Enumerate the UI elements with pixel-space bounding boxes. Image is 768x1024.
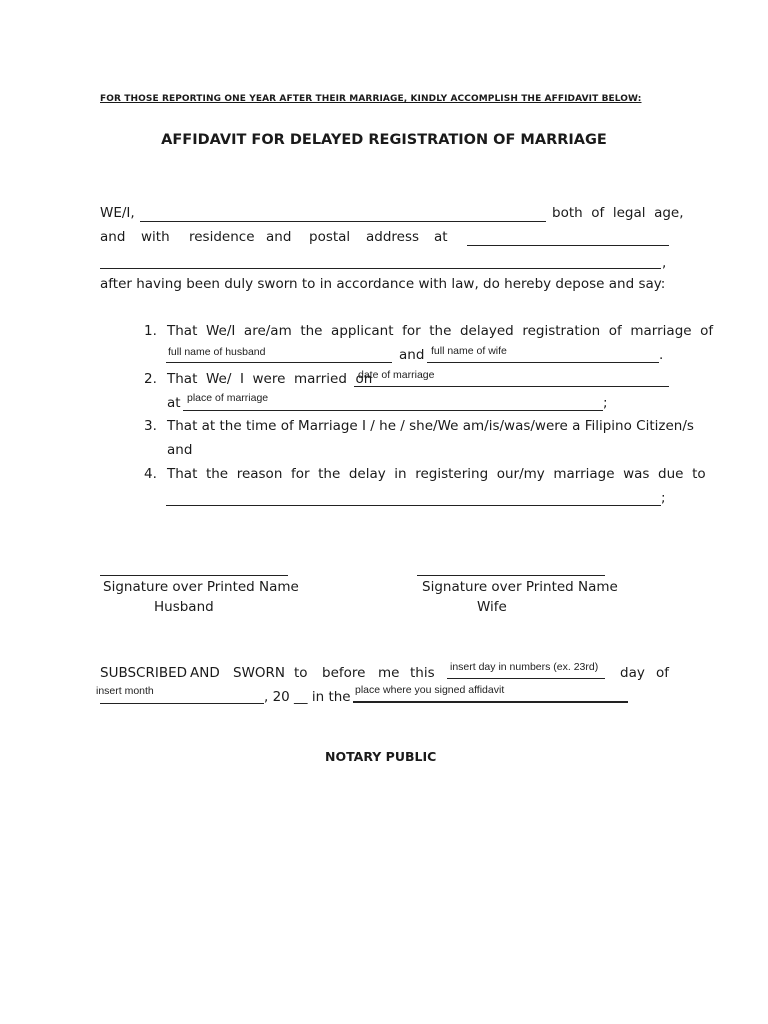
- item-4-semicolon: ;: [661, 490, 666, 506]
- at-label: at: [167, 395, 181, 411]
- of-word: of: [656, 665, 670, 681]
- and-label: and: [399, 347, 425, 363]
- wife-signature-caption: Signature over Printed Name: [422, 579, 618, 595]
- sworn-statement: after having been duly sworn to in accordance with law, do hereby depose and say:: [100, 276, 666, 292]
- item-1-text: That We/I are/am the applicant for the delayed registration of marriage of: [167, 323, 714, 339]
- item-number: 1.: [144, 323, 157, 339]
- item-number: 3.: [144, 418, 157, 434]
- item-number: 4.: [144, 466, 157, 482]
- wife-role-label: Wife: [477, 599, 507, 615]
- day-word: day: [620, 665, 645, 681]
- residence-word: with: [141, 229, 170, 245]
- jurat-word: AND: [190, 665, 220, 681]
- notary-public-label: NOTARY PUBLIC: [325, 749, 437, 764]
- item-3-and: and: [167, 442, 193, 458]
- husband-role-label: Husband: [154, 599, 214, 615]
- marriage-place-hint: place of marriage: [187, 392, 269, 404]
- address-line-2[interactable]: [100, 268, 661, 269]
- husband-name-line[interactable]: [166, 362, 392, 363]
- residence-word: residence: [189, 229, 255, 245]
- jurat-word: to: [294, 665, 308, 681]
- instruction-note: FOR THOSE REPORTING ONE YEAR AFTER THEIR MARRIAGE, KINDLY ACCOMPLISH THE AFFIDAVIT BELOW:: [100, 94, 642, 104]
- wife-name-line[interactable]: [427, 362, 659, 363]
- address-line-1[interactable]: [467, 245, 669, 246]
- names-line[interactable]: [140, 221, 546, 222]
- jurat-word: me: [378, 665, 400, 681]
- month-line[interactable]: [100, 703, 264, 704]
- jurat-word: before: [322, 665, 366, 681]
- wife-signature-line[interactable]: [417, 575, 605, 576]
- marriage-date-line[interactable]: [354, 386, 669, 387]
- item-2-text: That We/ I were married on: [167, 371, 373, 387]
- day-number-hint: insert day in numbers (ex. 23rd): [450, 661, 599, 673]
- signing-place-line[interactable]: [353, 701, 628, 703]
- day-number-line[interactable]: [447, 678, 605, 679]
- jurat-word: this: [410, 665, 435, 681]
- delay-reason-line[interactable]: [166, 505, 661, 506]
- month-hint: insert month: [96, 685, 154, 697]
- document-title: AFFIDAVIT FOR DELAYED REGISTRATION OF MARRIAGE: [161, 132, 607, 148]
- item-3-text: That at the time of Marriage I / he / she/We am/is/was/were a Filipino Citizen/s: [167, 418, 694, 434]
- residence-word: address: [366, 229, 420, 245]
- year-text: , 20 __ in the: [264, 689, 351, 705]
- we-i-label: WE/I,: [100, 205, 135, 221]
- item-4-text: That the reason for the delay in registering our/my marriage was due to: [167, 466, 706, 482]
- husband-signature-caption: Signature over Printed Name: [103, 579, 299, 595]
- line-end-comma: ,: [662, 255, 667, 271]
- item-number: 2.: [144, 371, 157, 387]
- husband-name-hint: full name of husband: [168, 346, 266, 358]
- wife-name-hint: full name of wife: [431, 345, 507, 357]
- residence-word: postal: [309, 229, 351, 245]
- residence-word: and: [100, 229, 126, 245]
- item-2-semicolon: ;: [603, 395, 608, 411]
- residence-word: at: [434, 229, 448, 245]
- husband-signature-line[interactable]: [100, 575, 288, 576]
- residence-word: and: [266, 229, 292, 245]
- marriage-place-line[interactable]: [183, 410, 603, 411]
- signing-place-hint: place where you signed affidavit: [355, 684, 505, 696]
- jurat-word: SWORN: [233, 665, 286, 681]
- marriage-date-hint: date of marriage: [358, 369, 435, 381]
- jurat-word: SUBSCRIBED: [100, 665, 188, 681]
- item-1-period: .: [659, 347, 664, 363]
- legal-age-text: both of legal age,: [552, 205, 684, 221]
